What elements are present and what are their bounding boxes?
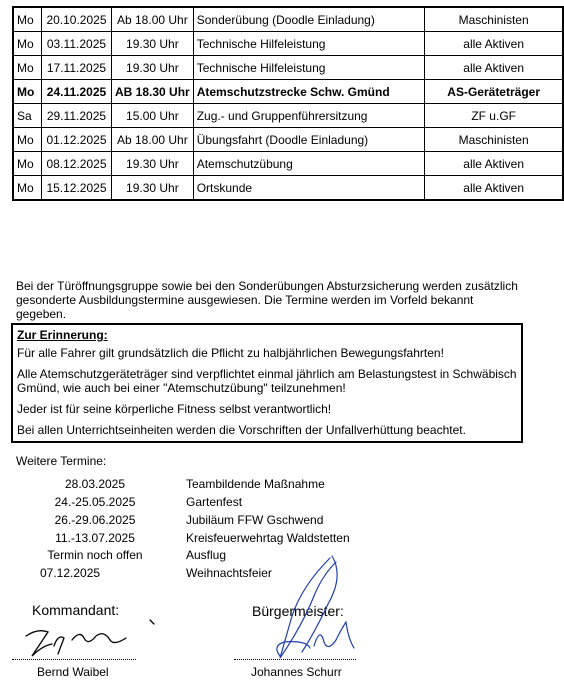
schedule-date: 01.12.2025 — [41, 128, 111, 152]
schedule-description: Atemschutzstrecke Schw. Gmünd — [193, 80, 425, 104]
schedule-time: 19.30 Uhr — [112, 176, 194, 201]
event-name: Teambildende Maßnahme — [186, 477, 325, 491]
reminder-line: Bei allen Unterrichtseinheiten werden die Vorschriften der Unfallverhüttung beachtet. — [17, 423, 466, 437]
schedule-row — [13, 7, 563, 32]
event-date: Termin noch offen — [47, 548, 143, 562]
schedule-time: 19.30 Uhr — [112, 152, 194, 176]
training-schedule-table — [12, 6, 564, 201]
schedule-description: Sonderübung (Doodle Einladung) — [193, 7, 425, 32]
schedule-date: 29.11.2025 — [41, 104, 111, 128]
schedule-date: 08.12.2025 — [41, 152, 111, 176]
training-note: Bei der Türöffnungsgruppe sowie bei den Sonderübungen Absturzsicherung werden zusätzlich gesonderte Ausbildungstermine ausgewiesen. Die Termine werden im Vorfeld bekannt gegeben. — [16, 279, 518, 321]
mayor-title: Bürgermeister: — [252, 603, 344, 619]
schedule-day: Mo — [13, 128, 41, 152]
schedule-group: AS-Geräteträger — [425, 80, 563, 104]
schedule-group: alle Aktiven — [425, 56, 563, 80]
schedule-group: ZF u.GF — [425, 104, 563, 128]
schedule-row — [13, 56, 563, 80]
schedule-date: 20.10.2025 — [41, 7, 111, 32]
schedule-group: alle Aktiven — [425, 32, 563, 56]
schedule-time: Ab 18.00 Uhr — [112, 7, 194, 32]
event-date: 11.-13.07.2025 — [55, 531, 135, 545]
schedule-group: Maschinisten — [425, 7, 563, 32]
schedule-time: Ab 18.00 Uhr — [112, 128, 194, 152]
schedule-description: Zug.- und Gruppenführersitzung — [193, 104, 425, 128]
schedule-time: 15.00 Uhr — [112, 104, 194, 128]
schedule-group: alle Aktiven — [425, 176, 563, 201]
event-name: Kreisfeuerwehrtag Waldstetten — [186, 531, 350, 545]
signature-line — [12, 659, 136, 660]
schedule-row — [13, 176, 563, 201]
schedule-day: Mo — [13, 56, 41, 80]
reminder-box — [11, 323, 523, 443]
schedule-day: Mo — [13, 152, 41, 176]
event-date: 07.12.2025 — [40, 566, 101, 580]
commander-name: Bernd Waibel — [37, 665, 109, 679]
schedule-row — [13, 80, 563, 104]
schedule-group: Maschinisten — [425, 128, 563, 152]
event-date: 24.-25.05.2025 — [54, 495, 136, 509]
schedule-description: Ortskunde — [193, 176, 425, 201]
schedule-date: 24.11.2025 — [41, 80, 111, 104]
schedule-description: Übungsfahrt (Doodle Einladung) — [193, 128, 425, 152]
schedule-description: Technische Hilfeleistung — [193, 32, 425, 56]
further-dates-title: Weitere Termine: — [16, 454, 107, 468]
commander-title: Kommandant: — [32, 602, 120, 618]
mayor-name: Johannes Schurr — [251, 665, 342, 679]
schedule-day: Sa — [13, 104, 41, 128]
schedule-row — [13, 32, 563, 56]
signature-line — [234, 659, 356, 660]
schedule-day: Mo — [13, 80, 41, 104]
schedule-date: 15.12.2025 — [41, 176, 111, 201]
schedule-description: Atemschutzübung — [193, 152, 425, 176]
reminder-line: Alle Atemschutzgeräteträger sind verpflichtet einmal jährlich am Belastungstest in Schwäbisch Gmünd, wie auch bei einer "Atemschutzübung" teilzunehmen! — [17, 367, 517, 395]
reminder-line: Für alle Fahrer gilt grundsätzlich die Pflicht zu halbjährlichen Bewegungsfahrten! — [17, 346, 444, 360]
schedule-time: AB 18.30 Uhr — [112, 80, 194, 104]
schedule-row — [13, 104, 563, 128]
event-name: Jubiläum FFW Gschwend — [186, 513, 324, 527]
event-name: Ausflug — [186, 548, 227, 562]
schedule-time: 19.30 Uhr — [112, 56, 194, 80]
event-name: Weihnachtsfeier — [186, 566, 272, 580]
schedule-day: Mo — [13, 176, 41, 201]
schedule-day: Mo — [13, 32, 41, 56]
schedule-group: alle Aktiven — [425, 152, 563, 176]
schedule-description: Technische Hilfeleistung — [193, 56, 425, 80]
schedule-time: 19.30 Uhr — [112, 32, 194, 56]
reminder-line: Jeder ist für seine körperliche Fitness selbst verantwortlich! — [17, 402, 332, 416]
schedule-row — [13, 152, 563, 176]
schedule-day: Mo — [13, 7, 41, 32]
event-date: 26.-29.06.2025 — [54, 513, 136, 527]
schedule-date: 03.11.2025 — [41, 32, 111, 56]
reminder-title: Zur Erinnerung: — [17, 328, 108, 342]
mayor-signature — [262, 556, 372, 666]
event-name: Gartenfest — [186, 495, 243, 509]
schedule-date: 17.11.2025 — [41, 56, 111, 80]
schedule-row — [13, 128, 563, 152]
event-date: 28.03.2025 — [64, 477, 126, 491]
